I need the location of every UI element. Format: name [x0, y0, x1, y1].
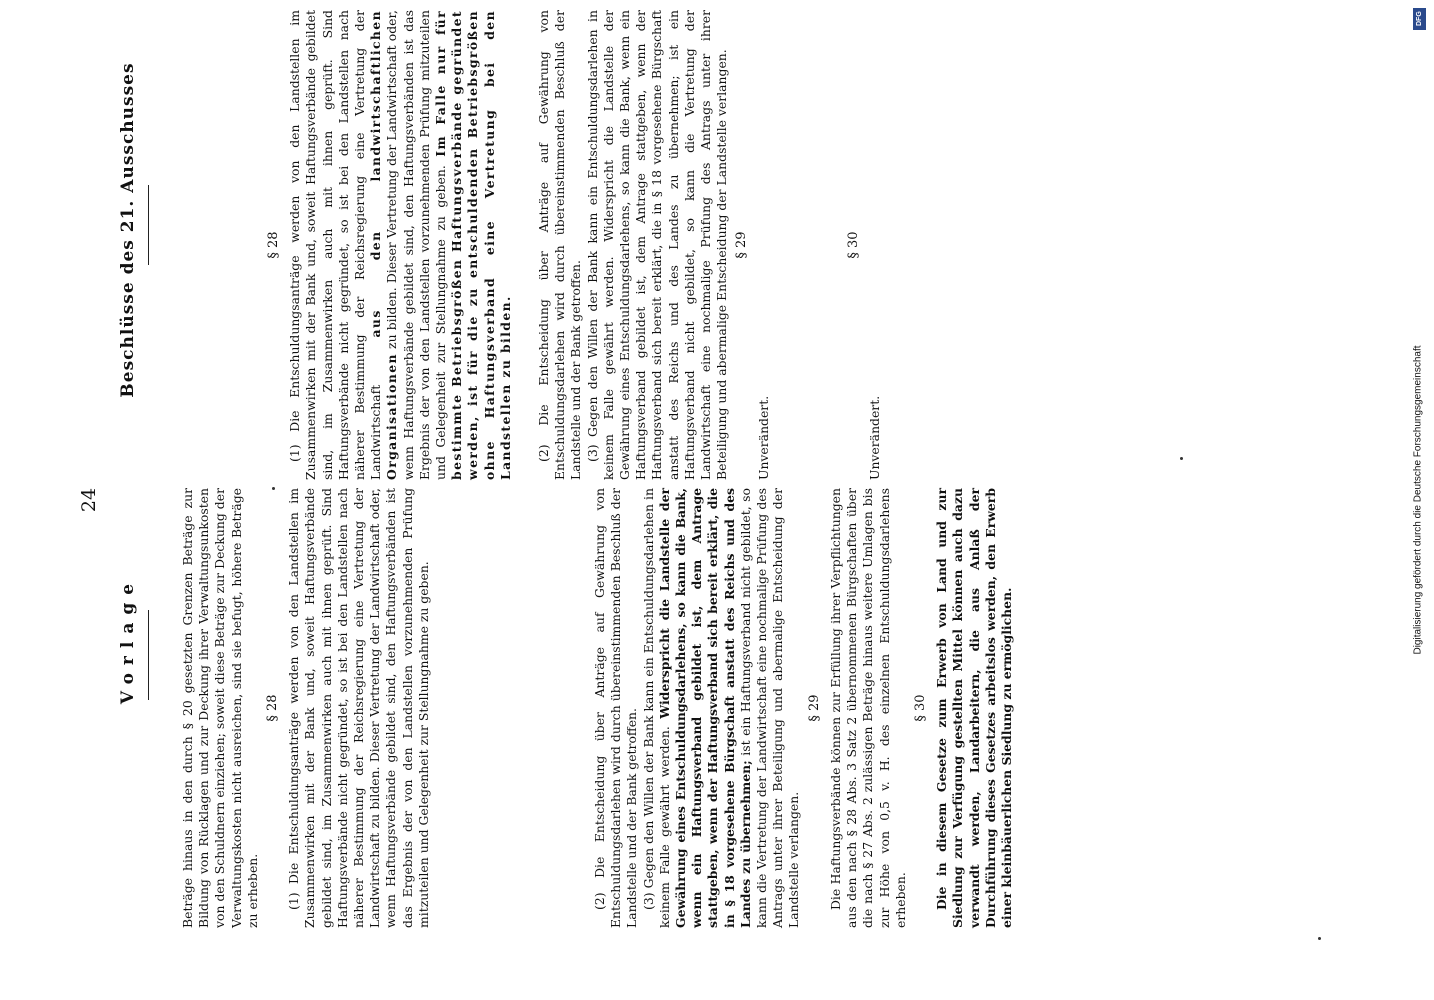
- right-gap: [514, 10, 536, 480]
- scan-speck: [272, 487, 275, 490]
- right-section-29-text: Unverändert.: [755, 395, 771, 480]
- left-section-28-para-2: (2) Die Entscheidung über Anträge auf Gewährung von Entschuldungsdarlehen wird durch übereinstimmenden Beschluß der Landstelle und der Bank getroffen.: [592, 488, 640, 928]
- left-column-heading: Vorlage: [118, 575, 138, 705]
- left-s28-p3-part-c: ist ein Haftungsverband nicht gebildet, so kann die Vertretung der Landwirtschaft eine nochmalige Prüfung des Antrags unter ihrer Beteiligung und abermalige Entscheidung der Landstelle verlangen.: [737, 488, 802, 928]
- digitization-margin-note: [1404, 0, 1432, 1000]
- left-column: [180, 488, 1015, 928]
- right-heading-rule: [148, 185, 149, 265]
- right-section-30-text: Unverändert.: [867, 395, 883, 480]
- right-section-28-para-1: [287, 10, 514, 480]
- digitization-note-text: Digitalisierung gefördert durch die Deutsche Forschungsgemeinschaft: [1412, 345, 1424, 655]
- left-section-28-para-3: [641, 488, 803, 928]
- right-gap-2: [772, 10, 842, 480]
- left-section-30-heading: § 30: [912, 694, 928, 722]
- right-column-heading: Beschlüsse des 21. Ausschusses: [118, 62, 138, 398]
- right-column: [262, 10, 883, 480]
- scan-speck: [1180, 457, 1183, 460]
- left-section-28-para-1: (1) Die Entschuldungsanträge werden von den Landstellen im Zusammenwirken mit der Bank und, soweit Haftungsverbände gebildet sind, im Zusammenwirken auch mit ihnen geprüft. Sind Haftungsverbände nicht gegründet, so ist bei den Landstellen nach näherer Bestimmung der Reichsregierung eine Vertretung der Landwirtschaft zu bilden. Dieser Vertretung der Landwirtschaft oder, wenn Haftungsverbände gebildet sind, den Haftungsverbänden ist das Ergebnis der von den Landstellen vorzunehmenden Prüfung mitzuteilen und Gelegenheit zur Stellungnahme zu geben.: [286, 488, 431, 928]
- left-section-28-heading: § 28: [265, 694, 281, 722]
- left-gap: [432, 488, 592, 928]
- right-section-29-heading: § 29: [734, 231, 750, 259]
- left-s28-p3-part-b: Widerspricht die Landstelle der Gewährung eines Entschuldungsdarlehens, so kann die Bank, wenn ein Haftungsverband gebildet ist, dem Antrage stattgeben, wenn der Haftungsverband sich bereit erklärt, die in § 18 vorgesehene Bürgschaft anstatt des Reichs und des Landes zu übernehmen;: [656, 488, 753, 928]
- left-s28-p3-part-a: (3) Gegen den Willen der Bank kann ein Entschuldungsdarlehen in keinem Falle gewährt werden.: [640, 488, 672, 928]
- scan-speck: [1318, 937, 1321, 940]
- right-section-30-heading: § 30: [845, 231, 861, 259]
- right-section-28-para-3: (3) Gegen den Willen der Bank kann ein Entschuldungsdarlehen in keinem Falle gewährt werden. Widerspricht die Landstelle der Gewährung eines Entschuldungsdarlehens, so kann die Bank, wenn ein Haftungsverband gebildet ist, dem Antrage stattgeben, wenn der Haftungsverband sich bereit erklärt, die in § 18 vorgesehene Bürgschaft anstatt des Reichs und des Landes zu übernehmen; ist ein Haftungsverband nicht gebildet, so kann die Vertretung der Landwirtschaft eine nochmalige Prüfung des Antrags unter ihrer Beteiligung und abermalige Entscheidung der Landstelle verlangen.: [584, 10, 730, 480]
- page-number: 24: [78, 487, 100, 513]
- right-section-28-heading: § 28: [266, 231, 281, 259]
- left-intro-paragraph: Beträge hinaus in den durch § 20 gesetzten Grenzen Beträge zur Bildung von Rücklagen und zur Deckung ihrer Verwaltungsunkosten von den Schuldnern einziehen; soweit diese Beträge zur Deckung der Verwaltungskosten nicht ausreichen, sind sie befugt, höhere Beträge zu erheben.: [180, 488, 260, 928]
- left-section-29-text: Die Haftungsverbände können zur Erfüllung ihrer Verpflichtungen aus den nach § 28 Abs. 3 Satz 2 übernommenen Bürgschaften über die nach § 27 Abs. 2 zulässigen Beträge hinaus weitere Umlagen bis zur Höhe von 0,5 v. H. des einzelnen Entschuldungsdarlehens erheben.: [827, 488, 908, 928]
- left-section-30-text: Die in diesem Gesetze zum Erwerb von Land und zur Siedlung zur Verfügung gestellten Mittel können auch dazu verwandt werden, Landarbeitern, die aus Anlaß der Durchführung dieses Gesetzes arbeitslos werden, den Erwerb einer kleinbäuerlichen Siedlung zu ermöglichen.: [934, 488, 1014, 928]
- right-s28-p1-part-c: zu bilden. Dieser Vertretung der Landwirtschaft oder, wenn Haftungsverbände gebildet sind, den Haftungsverbänden ist das Ergebnis der von den Landstellen vorzunehmenden Prüfung mitzuteilen und Gelegenheit zur Stellungnahme zu geben.: [384, 10, 449, 480]
- dfg-logo-badge: DFG: [1413, 8, 1426, 30]
- right-s28-p1-part-d: Im Falle nur für bestimmte Betriebsgrößen Haftungsverbände gegründet werden, ist für die zu entschuldenden Betriebsgrößen ohne Haftungsverband eine Vertretung bei den Landstellen zu bilden.: [433, 9, 513, 480]
- right-s28-p1-part-a: (1) Die Entschuldungsanträge werden von den Landstellen im Zusammenwirken mit der Bank und, soweit Haftungsverbände gebildet sind, im Zusammenwirken auch mit ihnen geprüft. Sind Haftungsverbände nicht gegründet, so ist bei den Landstellen nach näherer Bestimmung der Reichsregierung eine Vertretung der Landwirtschaft: [287, 10, 384, 480]
- right-s28-p1-part-b: aus den landwirtschaftlichen Organisationen: [368, 10, 400, 480]
- right-section-28-para-2: (2) Die Entscheidung über Anträge auf Gewährung von Entschuldungsdarlehen wird durch übereinstimmenden Beschluß der Landstelle und der Bank getroffen.: [536, 10, 584, 480]
- left-heading-rule: [148, 610, 149, 700]
- left-section-29-heading: § 29: [806, 694, 822, 722]
